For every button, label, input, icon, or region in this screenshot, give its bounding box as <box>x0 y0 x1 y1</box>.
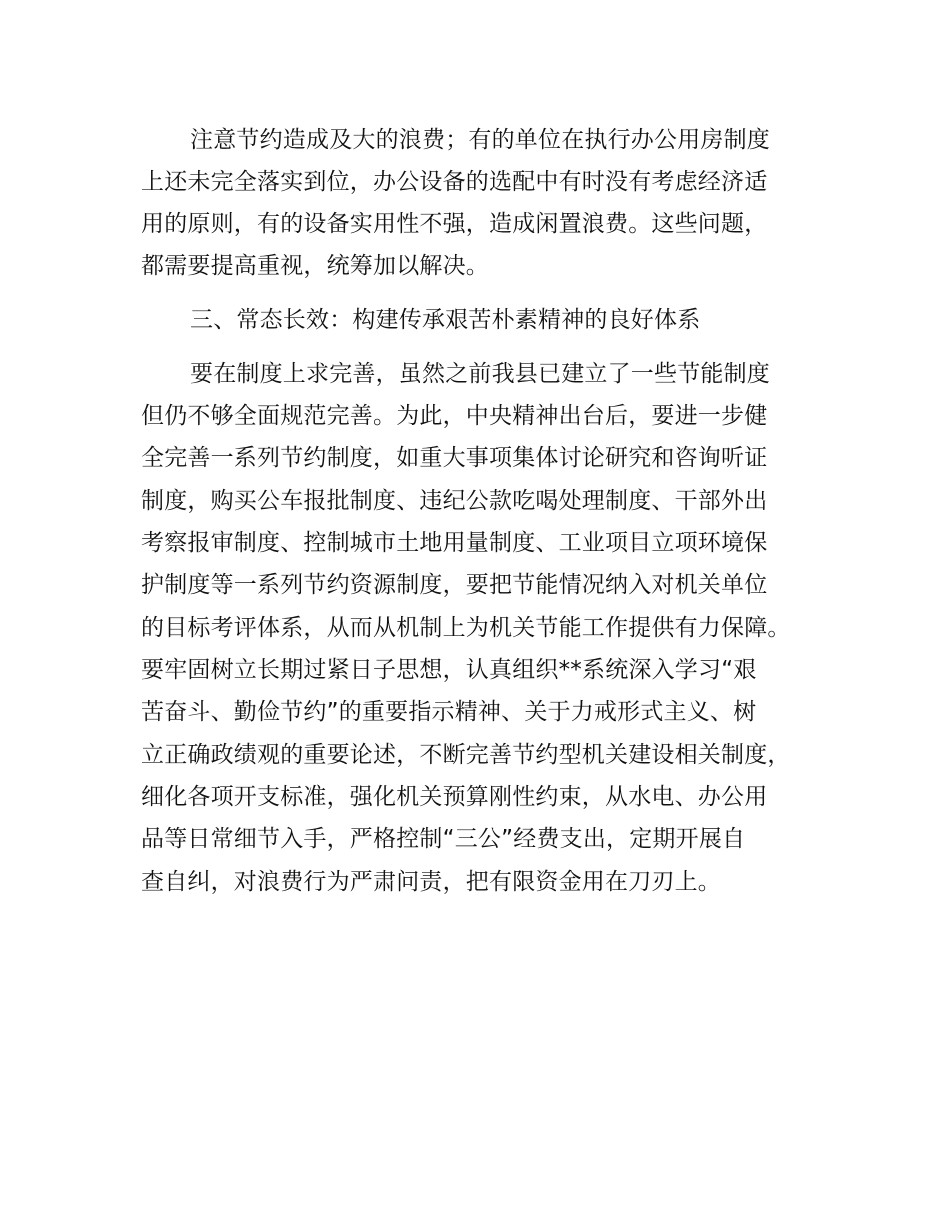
paragraph-line: 查自纠，对浪费行为严肃问责，把有限资金用在刀刃上。 <box>141 869 721 895</box>
paragraph-line: 要牢固树立长期过紧日子思想，认真组织**系统深入学习“艰 <box>141 657 757 683</box>
paragraph-line: 要在制度上求完善，虽然之前我县已建立了一些节能制度 <box>190 361 770 387</box>
paragraph-line: 注意节约造成及大的浪费；有的单位在执行办公用房制度 <box>190 127 770 153</box>
paragraph-line: 但仍不够全面规范完善。为此，中央精神出台后，要进一步健 <box>141 403 768 429</box>
paragraph-line: 上还未完全落实到位，办公设备的选配中有时没有考虑经济适 <box>141 169 768 195</box>
paragraph-line: 考察报审制度、控制城市土地用量制度、工业项目立项环境保 <box>141 530 768 556</box>
paragraph-line: 都需要提高重视，统筹加以解决。 <box>141 253 489 279</box>
paragraph-line: 立正确政绩观的重要论述，不断完善节约型机关建设相关制度， <box>141 742 791 768</box>
paragraph-line: 护制度等一系列节约资源制度，要把节能情况纳入对机关单位 <box>141 572 768 598</box>
paragraph-line: 制度，购买公车报批制度、违纪公款吃喝处理制度、干部外出 <box>141 488 768 514</box>
paragraph-line: 用的原则，有的设备实用性不强，造成闲置浪费。这些问题， <box>141 211 768 237</box>
paragraph-line: 全完善一系列节约制度，如重大事项集体讨论研究和咨询听证 <box>141 445 768 471</box>
paragraph-line: 苦奋斗、勤俭节约”的重要指示精神、关于力戒形式主义、树 <box>141 699 757 725</box>
paragraph-line: 细化各项开支标准，强化机关预算刚性约束，从水电、办公用 <box>141 784 768 810</box>
section-heading: 三、常态长效：构建传承艰苦朴素精神的良好体系 <box>190 307 701 333</box>
paragraph-line: 的目标考评体系，从而从机制上为机关节能工作提供有力保障。 <box>141 615 791 641</box>
paragraph-line: 品等日常细节入手，严格控制“三公”经费支出，定期开展自 <box>141 826 746 852</box>
